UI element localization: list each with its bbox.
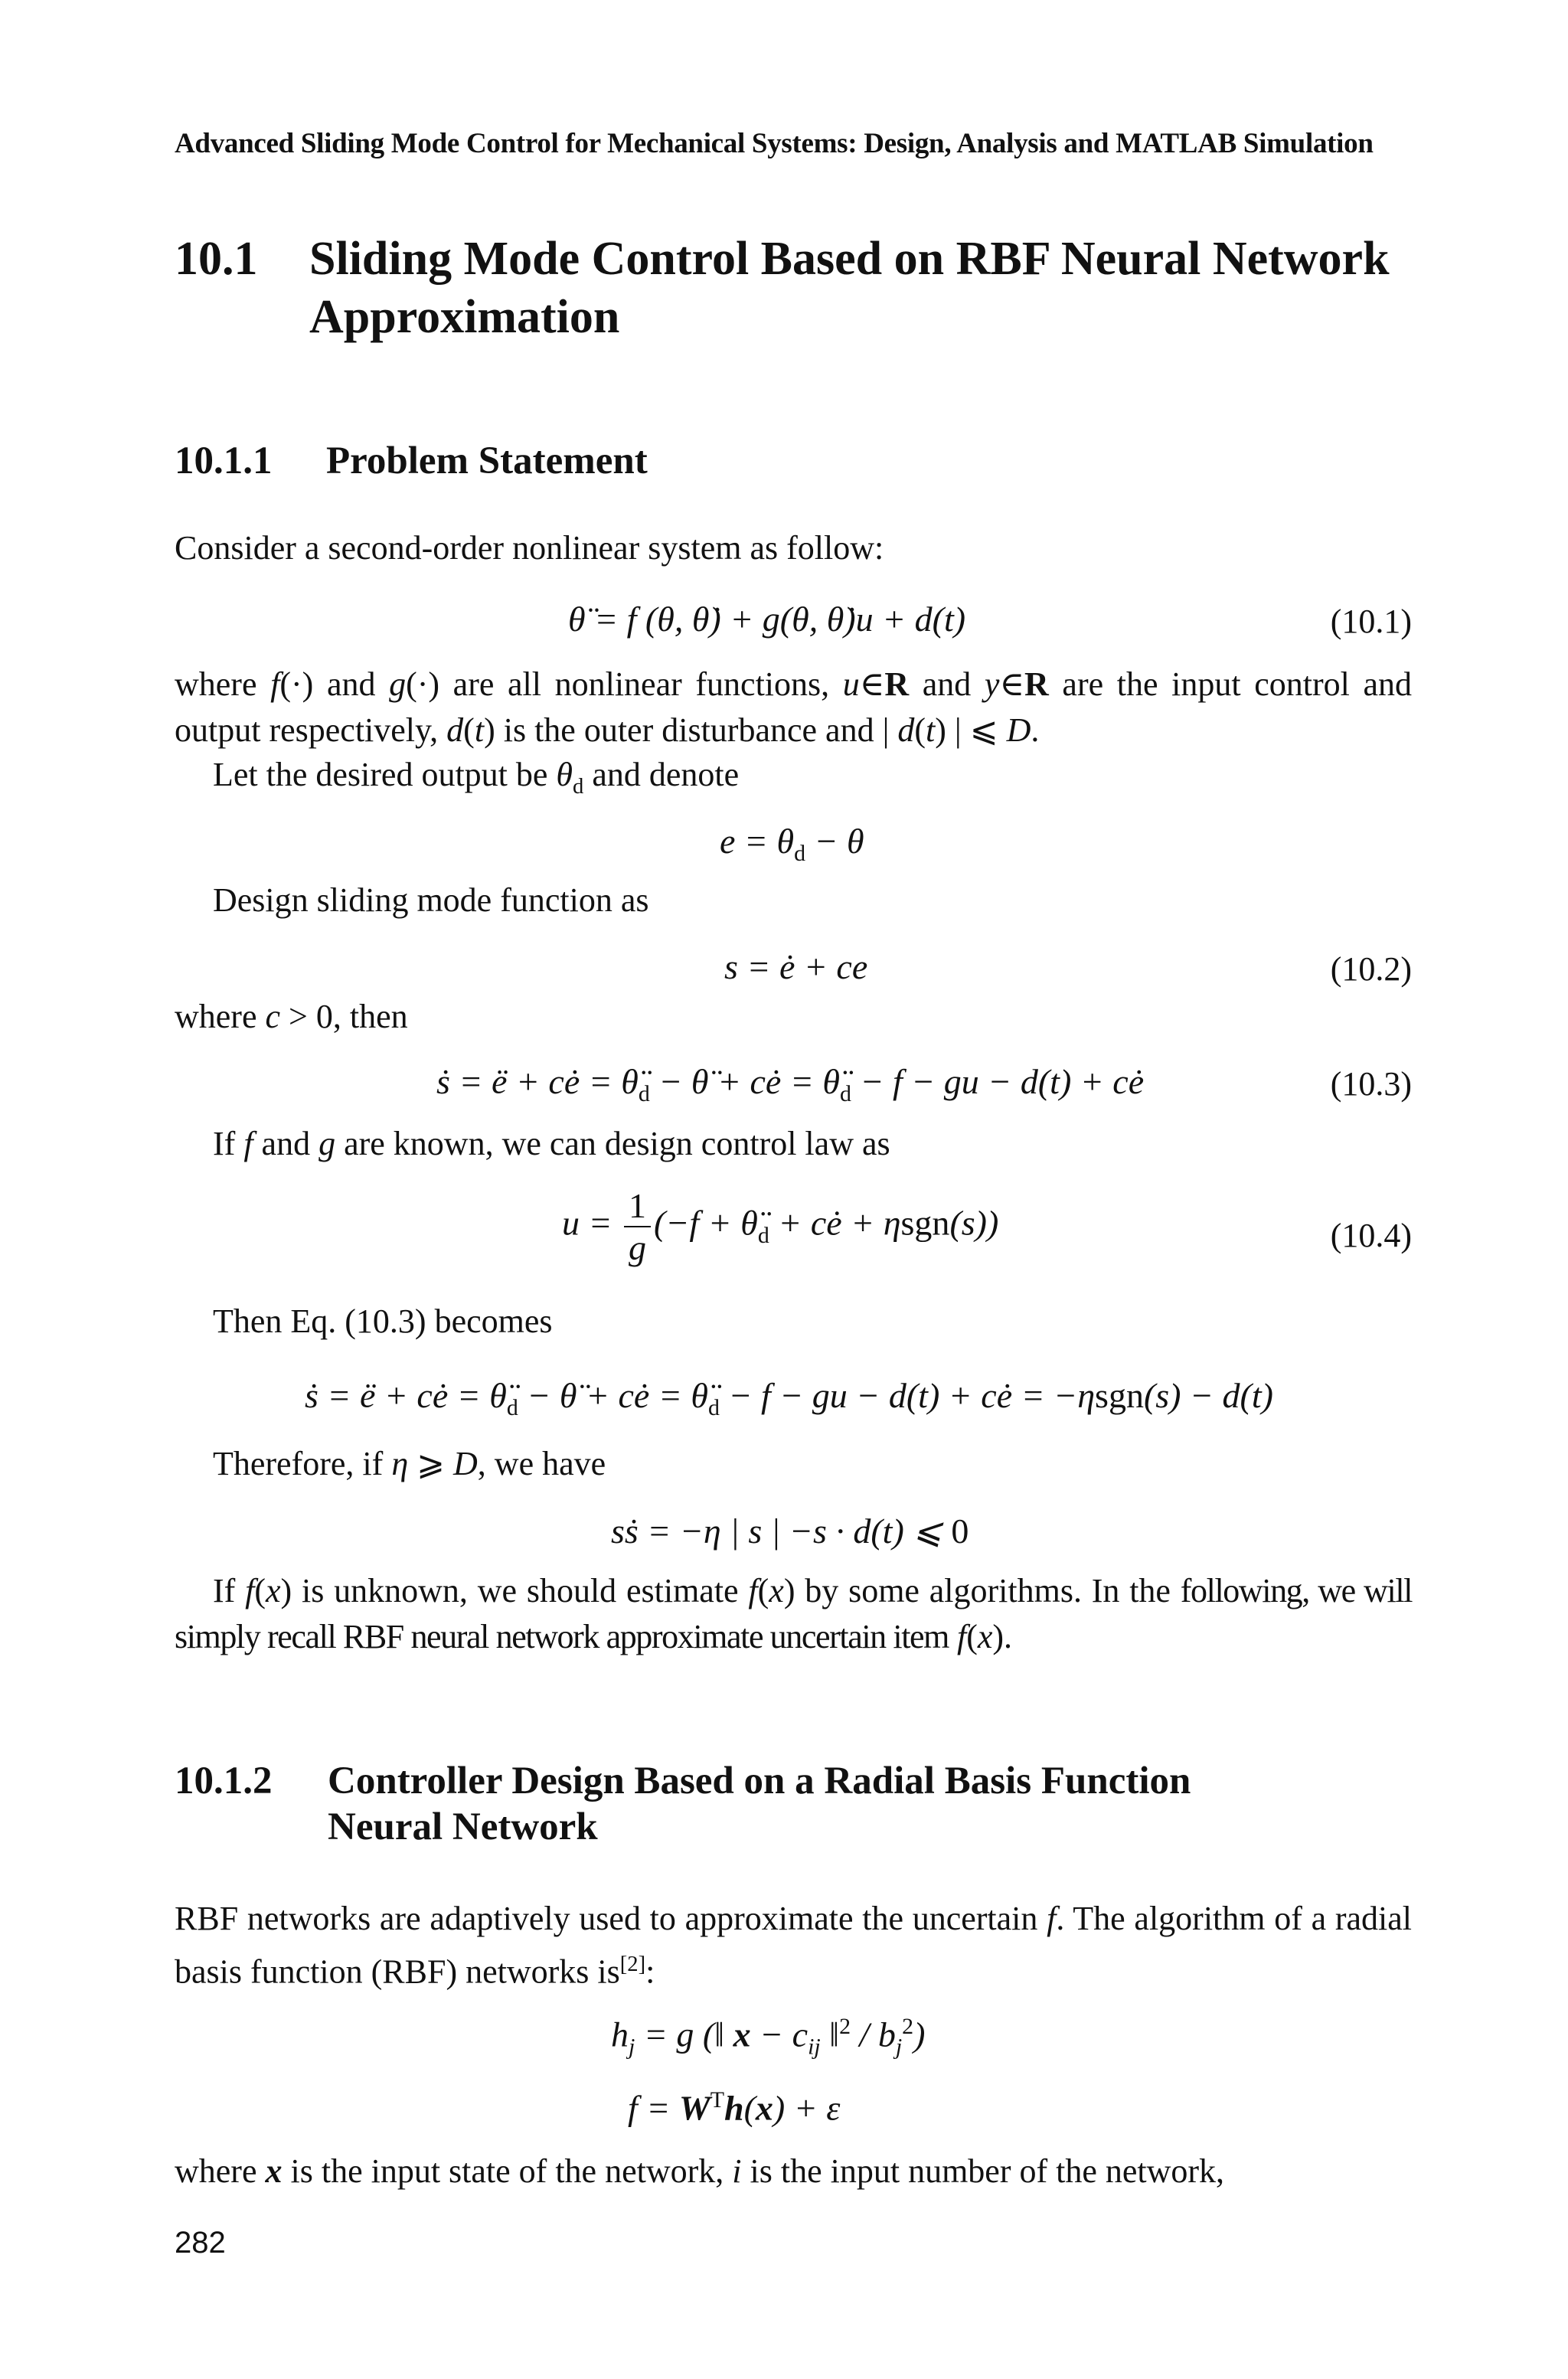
text-if: If <box>213 1125 236 1162</box>
running-header: Advanced Sliding Mode Control for Mechanical Systems: Design, Analysis and MATLAB Simulation <box>175 128 1374 159</box>
paragraph-then-eq: Then Eq. (10.3) becomes <box>213 1302 553 1340</box>
section-title-line2: Approximation <box>309 291 620 343</box>
text-let-desired: Let the desired output be <box>213 756 548 793</box>
text-therefore-if: Therefore, if <box>213 1445 384 1482</box>
text-where-c: where <box>175 998 257 1035</box>
text-input-state: is the input state of the network, <box>290 2152 724 2190</box>
subsection-number-1: 10.1.1 <box>175 440 273 482</box>
equation-10-2: s = ė + ce <box>724 947 868 986</box>
paragraph-consider: Consider a second-order nonlinear system as follow: <box>175 529 884 567</box>
paragraph-where-x: where x is the input state of the network, i is the input number of the network, <box>175 2152 1225 2190</box>
equation-number-10-1: (10.1) <box>1330 603 1412 640</box>
section-title-line1: Sliding Mode Control Based on RBF Neural Network <box>309 233 1390 285</box>
text-rbf-2: . The algorithm <box>1056 1900 1266 1937</box>
equation-number-10-2: (10.2) <box>1330 950 1412 988</box>
paragraph-desired-output: Let the desired output be $\theta_d$ and denote <box>213 756 740 799</box>
text-where: where <box>175 665 257 703</box>
text-rbf-1: RBF networks are adaptively used to approximate the uncertain <box>175 1900 1038 1937</box>
text-and-2: and <box>922 665 972 703</box>
equation-number-10-4: (10.4) <box>1330 1217 1412 1254</box>
text-rbf-3: of a radial basis function (RBF) networks is <box>175 1900 1412 1991</box>
paragraph-if-known: If f and g are known, we can design control law as <box>213 1125 890 1162</box>
text-following: following, we will simply recall RBF neural network approximate uncertain item <box>175 1572 1413 1655</box>
text-if-fx-a: If <box>213 1572 236 1609</box>
text-known-design: are known, we can design control law as <box>344 1125 890 1162</box>
paragraph-if-unknown: If f(x) is unknown, we should estimate f(x) by some algorithms. In the following, we will simply recall RBF neural network approximate uncertain item f(x). <box>175 1572 1413 1655</box>
equation-rbf-f: $f = W^Th(x) + \varepsilon$ <box>628 2087 841 2128</box>
text-if-fx-b: is unknown, we should estimate <box>302 1572 739 1609</box>
equation-number-10-3: (10.3) <box>1330 1065 1412 1103</box>
equation-10-3: ṡ = ë + cė = $\thetä_d$ − θ̈ + cė = $\thetä_d - f$ − gu − d(t) + cė <box>436 1062 1145 1107</box>
equation-lyapunov: sṡ = −η | s | −s · d(t) ⩽ 0 <box>611 1511 969 1551</box>
paragraph-where-c: where c > 0, then <box>175 998 408 1035</box>
text-rbf-colon: : <box>645 1953 655 1991</box>
equation-error: $e = \theta_d - \theta$ <box>720 822 864 867</box>
paragraph-design-sliding: Design sliding mode function as <box>213 881 649 919</box>
text-are-input: are the input <box>1062 665 1241 703</box>
text-where-x: where <box>175 2152 257 2190</box>
subsection-title-2-line1: Controller Design Based on a Radial Basis Function <box>328 1760 1191 1802</box>
section-number: 10.1 <box>175 233 258 285</box>
text-input-number: is the input number of the network, <box>750 2152 1225 2190</box>
subsection-title-1: Problem Statement <box>326 440 648 482</box>
citation: [2] <box>619 1953 646 1976</box>
equation-rbf-hj: $h_j = g$ (‖ $x - c_{ij}$ ‖$^2$ / $b_j^2$) <box>611 2014 926 2060</box>
subsection-title-2-line2: Neural Network <box>328 1805 598 1848</box>
text-nonlinear: are all nonlinear functions, <box>452 665 830 703</box>
text-we-have: we have <box>494 1445 606 1482</box>
text-outer-disturbance: is the outer disturbance and <box>503 711 874 749</box>
text-and-denote: and denote <box>592 756 740 793</box>
subsection-title-2 <box>328 1758 1415 1850</box>
fraction-one-over-g: $\frac{1}{g}$ <box>624 1185 651 1268</box>
text-if-fx-c: by some algorithms. In the <box>805 1572 1171 1609</box>
page-number: 282 <box>175 2226 226 2260</box>
equation-10-4: u = $\frac{1}{g}$ ($-f + \thetä_d$ + cė + ηsgn(s)) <box>562 1186 999 1267</box>
equation-sdot-expanded: ṡ = ë + cė = $\thetä_d$ − θ̈ + cė = $\thetä_d - f$ − gu − d(t) + cė = −ηsgn(s) − d(t) <box>305 1376 1273 1421</box>
text-control-output: control and output respectively, <box>175 665 1412 749</box>
text-and: and <box>326 665 376 703</box>
equation-10-1: θ̈ = f (θ, θ̇) + g(θ, θ̇)u + d(t) <box>568 600 966 639</box>
text-then: , then <box>332 998 408 1035</box>
paragraph-therefore: Therefore, if η ⩾ D, we have <box>213 1445 606 1482</box>
subsection-number-2: 10.1.2 <box>175 1760 273 1802</box>
section-title <box>309 230 1427 346</box>
text-and-3: and <box>261 1125 311 1162</box>
paragraph-rbf-intro: RBF networks are adaptively used to approximate the uncertain f. The algorithm of a radial basis function (RBF) networks is[2]: <box>175 1900 1412 1991</box>
paragraph-where-functions: where f(·) and g(·) are all nonlinear functions, u∈R and y∈R are the input control and output respectively, d(t) is the outer disturbance and | d(t) | ⩽ D. <box>175 665 1412 749</box>
